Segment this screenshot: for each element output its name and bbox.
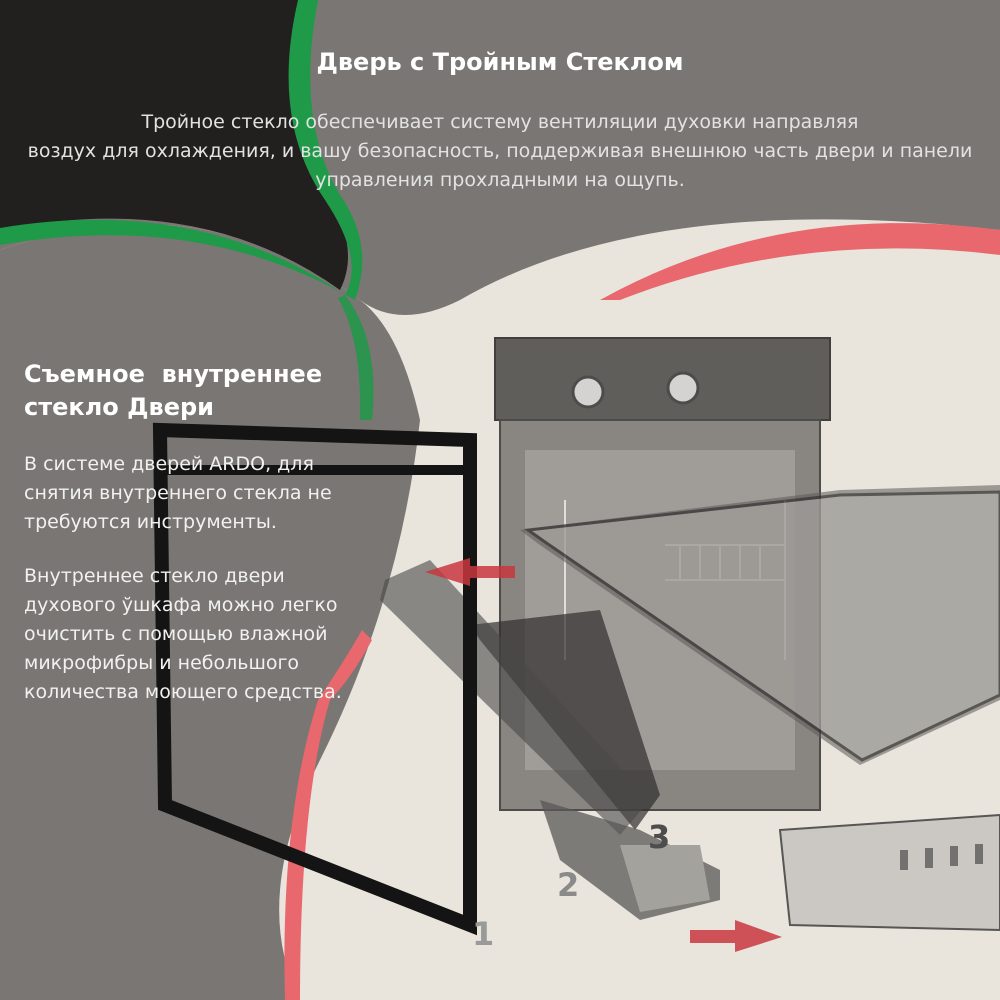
side-text-line: снятия внутреннего стекла не (24, 482, 332, 504)
side-title-line: стекло Двери (24, 393, 214, 421)
step-number-2: 2 (557, 866, 580, 904)
side-text-line: В системе дверей ARDO, для (24, 453, 314, 475)
side-text-line: Внутреннее стекло двери (24, 565, 285, 587)
side-title-line: Съемное внутреннее (24, 360, 323, 388)
side-text-line: количества моющего средства. (24, 681, 342, 703)
side-text-line: микрофибры и небольшого (24, 652, 300, 674)
intro-line: воздух для охлаждения, и вашу безопасность, поддерживая внешнюю часть двери и панели (27, 140, 973, 162)
side-paragraph-1 (24, 450, 364, 537)
side-text-line: требуются инструменты. (24, 511, 277, 533)
side-text-line: духового ўшкафа можно легко (24, 594, 338, 616)
step-number-3: 3 (648, 818, 671, 856)
side-paragraph-2 (24, 562, 364, 707)
page-title: Дверь с Тройным Стеклом (316, 48, 684, 76)
side-text-line: очистить с помощью влажной (24, 623, 328, 645)
side-title (24, 358, 344, 424)
bottom-control-strip (780, 815, 1000, 930)
intro-text (20, 108, 980, 195)
step-number-1: 1 (472, 915, 495, 953)
intro-line: управления прохладными на ощупь. (315, 169, 685, 191)
intro-line: Тройное стекло обеспечивает систему вентиляции духовки направляя (141, 111, 859, 133)
